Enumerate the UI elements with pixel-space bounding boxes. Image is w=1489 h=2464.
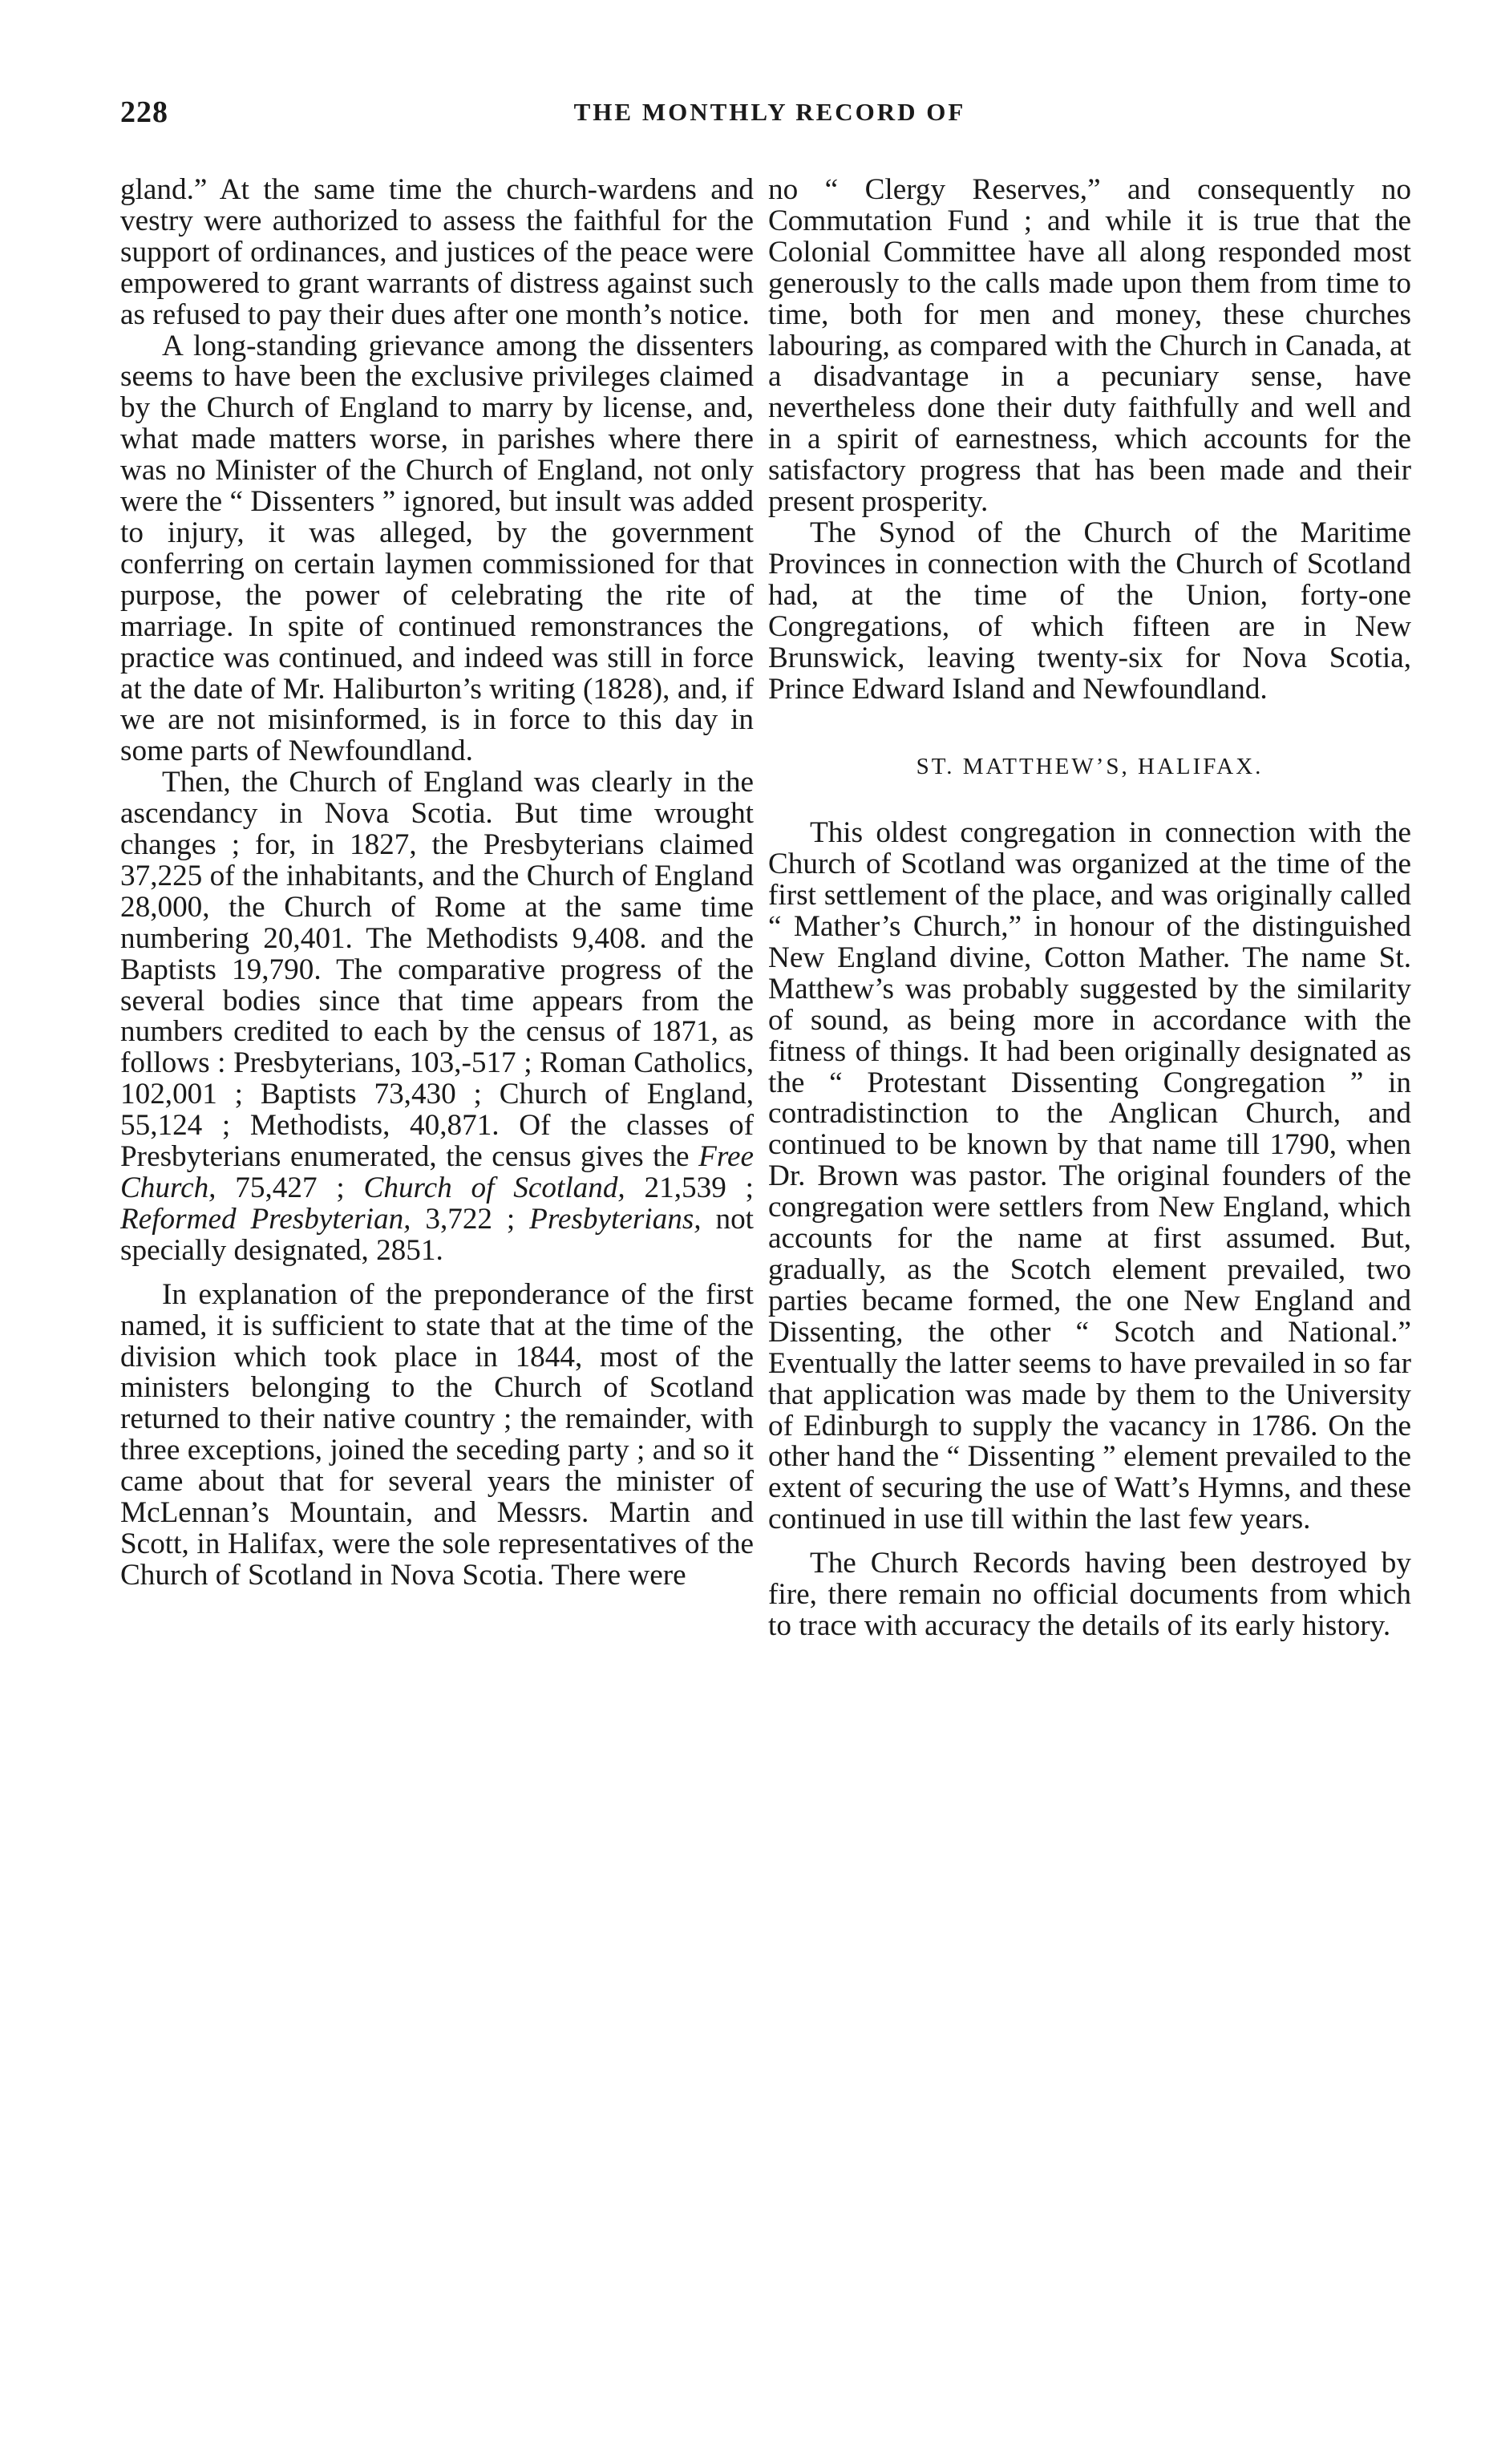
paragraph: This oldest congregation in connection with the Church of Scotland was organized at the time of the first settlement of the place, and was originally called “ Mather’s Church,” in honour of the distinguished New England divine, Cotton Mather. The name St. Matthew’s was probably suggested by the similarity of sound, as being more in accordance with the fitness of things. It had been originally designated as the “ Protestant Dissenting Congregation ” in contradistinction to the Anglican Church, and continued to be known by that name till 1790, when Dr. Brown was pastor. The original founders of the congregation were settlers from New England, which accounts for the name at first assumed. But, gradually, as the Scotch element prevailed, two parties became formed, the one New England and Dissenting, the other “ Scotch and National.” Eventually the latter seems to have prevailed in so far that application was made by them to the University of Edinburgh to supply the vacancy in 1786. On the other hand the “ Dissenting ” element prevailed to the extent of securing the use of Watt’s Hymns, and these continued in use till within the last few years. (768, 816, 1411, 1536)
italic-free-church: Free Church, (120, 1140, 754, 1204)
paragraph: The Synod of the Church of the Maritime Provinces in connection with the Church of Scotland had, at the time of the Union, forty-one Congregations, of which fifteen are in New Brunswick, leaving twenty-six for Nova Scotia, Prince Edward Island and Newfoundland. (768, 516, 1411, 706)
left-column (120, 175, 754, 1592)
text-run: 3,722 ; (411, 1202, 530, 1236)
italic-church-of-scotland: Church of Scotland, (363, 1171, 625, 1204)
running-title: THE MONTHLY RECORD OF (573, 98, 966, 126)
italic-reformed-presbyterian: Reformed Presbyterian, (120, 1202, 411, 1236)
text-run: 75,427 ; (216, 1171, 364, 1204)
paragraph: The Church Records having been destroyed by fire, there remain no official documents from which to trace with accuracy the details of its early history. (768, 1547, 1411, 1642)
text-run: Then, the Church of England was clearly in the ascendancy in Nova Scotia. But time wrought changes ; for, in 1827, the Presbyterians claimed 37,225 of the inhabitants, and the Church of England 28,000, the Church of Rome at the same time numbering 20,401. The Methodists 9,408. and the Baptists 19,790. The comparative progress of the several bodies since that time appears from the numbers credited to each by the census of 1871, as follows : Presbyterians, 103,-517 ; Roman Catholics, 102,001 ; Baptists 73,430 ; Church of England, 55,124 ; Methodists, 40,871. Of the classes of Presbyterians enumerated, the census gives the (120, 766, 754, 1174)
paragraph-census (120, 767, 754, 1267)
section-heading: ST. MATTHEW’S, HALIFAX. (916, 754, 1264, 780)
italic-presbyterians: Presbyterians, (529, 1202, 702, 1236)
paragraph: no “ Clergy Reserves,” and consequently no Commutation Fund ; and while it is true that the Colonial Committee have all along responded most generously to the calls made upon them from time to time, both for men and money, these churches labouring, as compared with the Church in Canada, at a disadvantage in a pecuniary sense, have nevertheless done their duty faithfully and well and in a spirit of earnestness, which accounts for the satisfactory progress that has been made and their present prosperity. (768, 173, 1411, 519)
paragraph: A long-standing grievance among the dissenters seems to have been the exclusive privileges claimed by the Church of England to marry by license, and, what made matters worse, in parishes where there was no Minister of the Church of England, not only were the “ Dissenters ” ignored, but insult was added to injury, it was alleged, by the government conferring on certain laymen commissioned for that purpose, the power of celebrating the rite of marriage. In spite of continued remonstrances the practice was continued, and indeed was still in force at the date of Mr. Haliburton’s writing (1828), and, if we are not misinformed, is in force to this day in some parts of Newfoundland. (120, 329, 754, 768)
paragraph: In explanation of the preponderance of the first named, it is sufficient to state that at the time of the division which took place in 1844, most of the ministers belonging to the Church of Scotland returned to their native country ; the remainder, with three exceptions, joined the seceding party ; and so it came about that for several years the minister of McLennan’s Mountain, and Messrs. Martin and Scott, in Halifax, were the sole representatives of the Church of Scotland in Nova Scotia. There were (120, 1277, 754, 1592)
page-number: 228 (120, 95, 168, 129)
running-head (120, 95, 1419, 143)
right-column (768, 175, 1411, 1642)
text-run: 21,539 ; (625, 1171, 754, 1204)
paragraph: gland.” At the same time the church-wardens and vestry were authorized to assess the faithful for the support of ordinances, and justices of the peace were empowered to grant warrants of distress against such as refused to pay their dues after one month’s notice. (120, 173, 754, 331)
text-run: not specially designated, 2851. (120, 1202, 754, 1267)
